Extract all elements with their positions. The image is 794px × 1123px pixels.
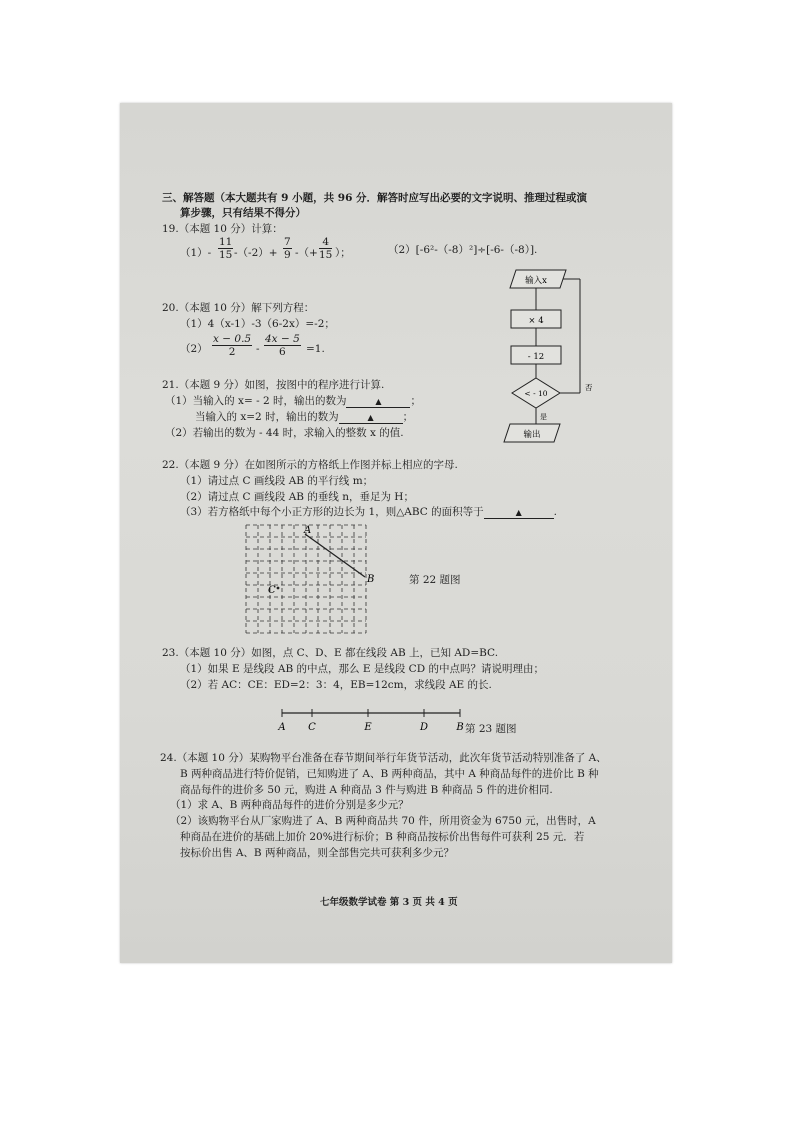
- point-label-E: E: [364, 722, 372, 733]
- q22-part2: （2）请过点 C 画线段 AB 的垂线 n，垂足为 H；: [180, 491, 414, 503]
- q22-end: .: [553, 506, 557, 518]
- q19-part1-suffix: ）；: [335, 247, 351, 259]
- flowchart-input-label: 输入x: [525, 276, 547, 286]
- q19-part1-prefix: （1）-: [180, 247, 212, 259]
- segment-figure: [272, 701, 472, 735]
- q21-answer-blank-2: ▲: [339, 413, 403, 424]
- q19-fraction-3-den: 15: [319, 249, 333, 261]
- q19-fraction-2-den: 9: [284, 249, 291, 261]
- q21-semicolon-1: ；: [410, 395, 421, 407]
- segment-AB: [305, 534, 365, 577]
- flowchart: [496, 266, 606, 446]
- q24-line5: （2）该购物平台从厂家购进了 A、B 两种商品共 70 件，所用资金为 6750 元，出售时，A: [170, 815, 596, 827]
- flowchart-decision-label: < - 10: [524, 389, 548, 398]
- q20-part2-mid: -: [256, 343, 260, 355]
- q20-part2-prefix: （2）: [180, 343, 208, 355]
- q21-title: 21.（本题 9 分）如图，按图中的程序进行计算.: [162, 379, 385, 391]
- q24-line1: 24.（本题 10 分）某购物平台准备在春节期间举行年货节活动，此次年货节活动特别准备了 A、: [160, 752, 607, 764]
- q19-part1-mid2: -（+: [295, 247, 318, 259]
- q24-line2: B 两种商品进行特价促销，已知购进了 A、B 两种商品，其中 A 种商品每件的进价比 B 种: [180, 768, 599, 780]
- grid-figure: [232, 521, 382, 639]
- flowchart-output-label: 输出: [523, 430, 541, 440]
- flowchart-step1-label: × 4: [528, 316, 544, 326]
- q21-part2: （2）若输出的数为 - 44 时，求输入的整数 x 的值.: [165, 427, 404, 439]
- q20-part2-suffix: =1.: [306, 343, 325, 355]
- grid-lines: [246, 525, 366, 633]
- flowchart-no-label: 否: [585, 383, 593, 392]
- point-label-C: C: [308, 722, 316, 733]
- q19-title: 19.（本题 10 分）计算：: [162, 223, 283, 235]
- q19-fraction-2-num: 7: [284, 236, 291, 248]
- label-B: B: [367, 574, 375, 585]
- q23-title: 23.（本题 10 分）如图，点 C、D、E 都在线段 AB 上，已知 AD=BC.: [162, 647, 499, 659]
- q20-fraction-1: [212, 333, 252, 358]
- section-header-line2: 算步骤，只有结果不得分）: [180, 207, 306, 219]
- q20-part1: （1）4（x-1）-3（6-2x）=-2；: [180, 318, 335, 330]
- q22-part3-text: （3）若方格纸中每个小正方形的边长为 1，则△ABC 的面积等于: [180, 506, 484, 518]
- q22-answer-blank: ▲: [484, 508, 554, 519]
- q21-part1b-text: 当输入的 x=2 时，输出的数为: [195, 411, 339, 423]
- q19-part1-mid1: -（-2）+: [234, 247, 278, 259]
- q20-fraction-1-num: x − 0.5: [213, 333, 252, 345]
- q20-fraction-2-den: 6: [279, 346, 286, 358]
- exam-page: [120, 103, 672, 963]
- q21-part1a-text: （1）当输入的 x= - 2 时，输出的数为: [165, 395, 347, 407]
- flowchart-step2-label: - 12: [527, 352, 545, 362]
- point-label-B: B: [456, 722, 464, 733]
- q23-caption: 第 23 题图: [465, 723, 517, 735]
- q21-part1b: [195, 411, 413, 424]
- point-label-A: A: [278, 722, 286, 733]
- q19-fraction-3-num: 4: [319, 236, 332, 249]
- q19-fraction-1-num: 11: [219, 236, 233, 248]
- page-footer: 七年级数学试卷 第 3 页 共 4 页: [320, 897, 458, 908]
- q24-line4: （1）求 A、B 两种商品每件的进价分别是多少元？: [170, 799, 409, 811]
- q24-line6: 种商品在进价的基础上加价 20%进行标价；B 种商品按标价出售每件可获利 25 元．若: [180, 831, 585, 843]
- label-A: A: [304, 525, 312, 536]
- q20-fraction-2-num: 4x − 5: [265, 333, 300, 345]
- q22-part3: [180, 506, 557, 519]
- q19-fraction-1: [218, 236, 233, 261]
- flowchart-yes-label: 是: [540, 413, 547, 421]
- q20-fraction-2: [264, 333, 301, 358]
- point-label-D: D: [419, 722, 429, 733]
- label-C: C: [268, 585, 276, 596]
- q20-fraction-1-den: 2: [228, 346, 236, 358]
- q23-part1: （1）如果 E 是线段 AB 的中点，那么 E 是线段 CD 的中点吗？请说明理由；: [180, 663, 544, 675]
- q19-fraction-2: [283, 236, 292, 261]
- q21-part1a: [165, 395, 421, 408]
- section-header-line1: 三、解答题（本大题共有 9 小题，共 96 分．解答时应写出必要的文字说明、推理过程或演: [162, 192, 588, 204]
- q19-part2: （2）[-6²-（-8）²]÷[-6-（-8）].: [388, 244, 538, 256]
- q21-answer-blank-1: ▲: [346, 397, 410, 408]
- q21-semicolon-2: ；: [402, 411, 414, 423]
- q24-line7: 按标价出售 A、B 两种商品，则全部售完共可获利多少元？: [180, 847, 454, 859]
- q20-title: 20.（本题 10 分）解下列方程：: [162, 302, 315, 314]
- q19-fraction-1-den: 15: [219, 249, 233, 261]
- q23-part2: （2）若 AC：CE：ED=2：3：4，EB=12cm，求线段 AE 的长.: [180, 679, 492, 691]
- q22-title: 22.（本题 9 分）在如图所示的方格纸上作图并标上相应的字母.: [162, 459, 458, 471]
- q24-line3: 商品每件的进价多 50 元，购进 A 种商品 3 件与购进 B 种商品 5 件的进价相同.: [180, 784, 553, 796]
- q19-fraction-3: [319, 236, 332, 261]
- point-C: [277, 587, 280, 590]
- q22-caption: 第 22 题图: [409, 574, 461, 586]
- q22-part1: （1）请过点 C 画线段 AB 的平行线 m；: [180, 475, 374, 487]
